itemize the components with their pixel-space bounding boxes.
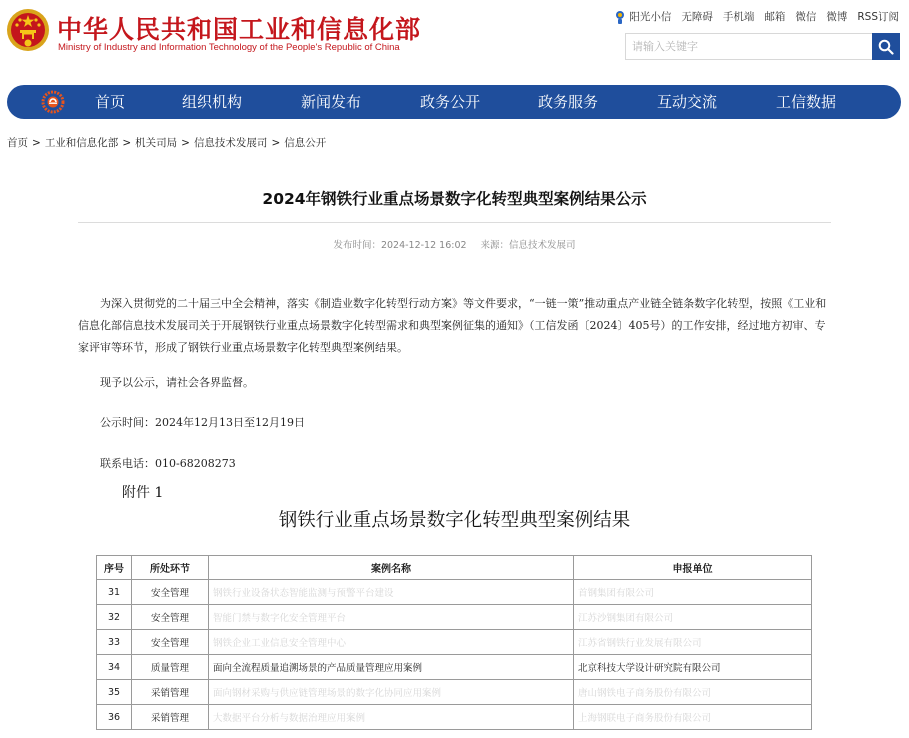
row-no: 34	[97, 655, 132, 680]
row-case: 面向全流程质量追溯场景的产品质量管理应用案例	[209, 655, 574, 680]
article-meta	[0, 237, 909, 251]
row-stage: 采销管理	[132, 705, 209, 730]
row-case: 面向钢材采购与供应链管理场景的数字化协同应用案例	[209, 680, 574, 705]
search-input[interactable]	[626, 34, 872, 59]
row-stage: 安全管理	[132, 630, 209, 655]
national-emblem-icon	[6, 8, 50, 52]
row-no: 35	[97, 680, 132, 705]
breadcrumb-separator: >	[271, 137, 281, 149]
publicity-period: 公示时间：2024年12月13日至12月19日	[100, 416, 305, 429]
table-title: 钢铁行业重点场景数字化转型典型案例结果	[278, 510, 631, 531]
table-row	[97, 705, 812, 730]
column-header-case: 案例名称	[209, 556, 574, 580]
toplink-wechat[interactable]: 微信	[795, 10, 817, 23]
article-title: 2024年钢铁行业重点场景数字化转型典型案例结果公示	[262, 190, 647, 208]
nav-data[interactable]: 工信数据	[776, 93, 837, 111]
nav-news[interactable]: 新闻发布	[301, 93, 362, 111]
row-no: 32	[97, 605, 132, 630]
row-unit: 首钢集团有限公司	[574, 580, 812, 605]
table-row	[97, 680, 812, 705]
toplink-mailbox[interactable]: 邮箱	[764, 10, 786, 23]
row-unit: 江苏省钢铁行业发展有限公司	[574, 630, 812, 655]
main-nav	[7, 85, 901, 119]
search-button[interactable]	[872, 33, 900, 60]
row-stage: 质量管理	[132, 655, 209, 680]
article-paragraph: 现予以公示，请社会各界监督。	[100, 376, 254, 389]
toplink-sunshine[interactable]: 阳光小信	[614, 9, 671, 24]
row-case: 智能门禁与数字化安全管理平台	[209, 605, 574, 630]
row-stage: 安全管理	[132, 580, 209, 605]
breadcrumb-home[interactable]: 首页	[7, 137, 28, 149]
table-row	[97, 580, 812, 605]
row-no: 36	[97, 705, 132, 730]
search-icon	[878, 39, 894, 55]
search-box	[625, 33, 900, 60]
row-stage: 安全管理	[132, 605, 209, 630]
breadcrumb	[7, 135, 326, 150]
toplink-weibo[interactable]: 微博	[826, 10, 848, 23]
toplink-rss[interactable]: RSS订阅	[857, 10, 899, 23]
ministry-logo-icon[interactable]	[41, 90, 65, 114]
table-row	[97, 655, 812, 680]
contact-phone: 联系电话：010-68208273	[100, 457, 236, 470]
breadcrumb-it-dept[interactable]: 信息技术发展司	[193, 137, 268, 149]
breadcrumb-separator: >	[122, 137, 132, 149]
title-divider	[78, 222, 831, 223]
row-case: 钢铁行业设备状态智能监测与预警平台建设	[209, 580, 574, 605]
column-header-no: 序号	[97, 556, 132, 580]
breadcrumb-separator: >	[181, 137, 190, 149]
article-source: 来源：信息技术发展司	[480, 240, 576, 251]
toplink-accessibility[interactable]: 无障碍	[681, 10, 713, 23]
nav-home[interactable]: 首页	[95, 93, 126, 111]
site-header	[0, 0, 909, 82]
row-stage: 采销管理	[132, 680, 209, 705]
row-unit: 上海钢联电子商务股份有限公司	[574, 705, 812, 730]
publish-time: 发布时间：2024-12-12 16:02	[333, 240, 467, 251]
site-name-en[interactable]: Ministry of Industry and Information Technology of the People's Republic of China	[58, 42, 400, 53]
table-row	[97, 605, 812, 630]
column-header-unit: 申报单位	[574, 556, 812, 580]
row-case: 大数据平台分析与数据治理应用案例	[209, 705, 574, 730]
top-links	[614, 8, 899, 24]
attachment-label: 附件 1	[122, 485, 164, 501]
row-unit: 唐山钢铁电子商务股份有限公司	[574, 680, 812, 705]
row-case: 钢铁企业工业信息安全管理中心	[209, 630, 574, 655]
row-unit: 北京科技大学设计研究院有限公司	[574, 655, 812, 680]
breadcrumb-ministry[interactable]: 工业和信息化部	[44, 137, 119, 149]
site-name-cn[interactable]: 中华人民共和国工业和信息化部	[57, 15, 422, 44]
row-unit: 江苏沙钢集团有限公司	[574, 605, 812, 630]
results-table	[96, 555, 812, 730]
table-row	[97, 630, 812, 655]
row-no: 31	[97, 580, 132, 605]
table-header-row	[97, 556, 812, 580]
nav-interaction[interactable]: 互动交流	[657, 93, 718, 111]
nav-gov-services[interactable]: 政务服务	[538, 93, 599, 111]
breadcrumb-departments[interactable]: 机关司局	[135, 137, 178, 149]
nav-gov-affairs[interactable]: 政务公开	[420, 93, 481, 111]
breadcrumb-info-disclosure[interactable]: 信息公开	[284, 137, 327, 149]
nav-organization[interactable]: 组织机构	[182, 93, 243, 111]
toplink-mobile[interactable]: 手机端	[722, 10, 755, 23]
breadcrumb-separator: >	[32, 137, 41, 149]
article-paragraph: 为深入贯彻党的二十届三中全会精神，落实《制造业数字化转型行动方案》等文件要求，“一链一策”推动重点产业链全链条数字化转型，按照《工业和信息化部信息技术发展司关于开展钢铁行业重点场景数字化转型需求和典型案例征集的通知》（工信发函〔2024〕405号）的工作安排，经过地方初审、专家评审等环节，形成了钢铁行业重点场景数字化转型典型案例结果。	[78, 297, 827, 354]
column-header-stage: 所处环节	[132, 556, 209, 580]
row-no: 33	[97, 630, 132, 655]
sunshine-mascot-icon	[614, 10, 626, 24]
